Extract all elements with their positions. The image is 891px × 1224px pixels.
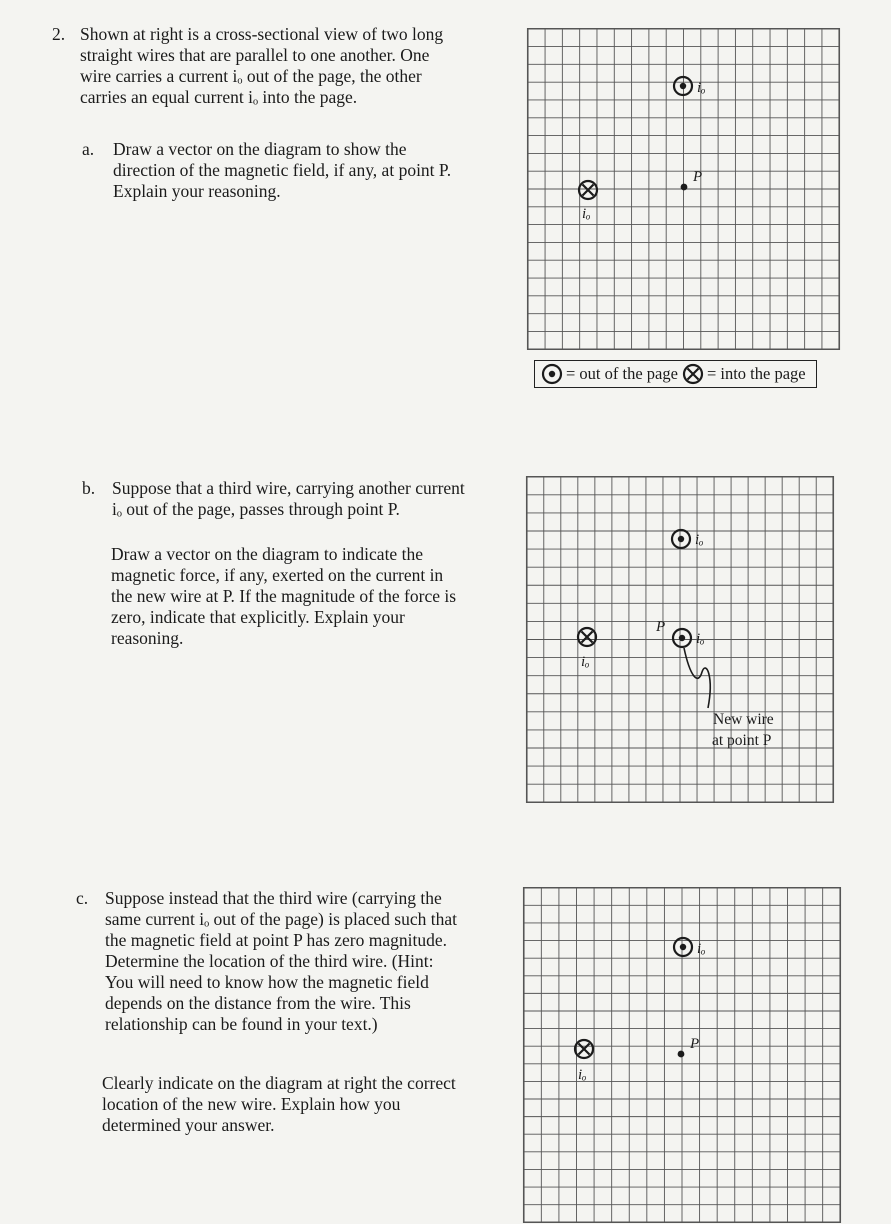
point-p-label: P <box>656 619 666 635</box>
new-wire-current-label: iₒ <box>696 631 705 647</box>
part-a-text: Draw a vector on the diagram to show the direction of the magnetic field, if any, at point P. Explain your reasoning. <box>113 139 452 201</box>
current-label-out: iₒ <box>697 941 706 957</box>
out-of-page-icon <box>541 363 563 385</box>
new-wire-label-1: New wire <box>713 711 774 728</box>
part-c-text-2: Clearly indicate on the diagram at right the correct location of the new wire. Explain how you determined your answer. <box>102 1073 456 1135</box>
wire-in-icon <box>579 181 597 199</box>
diagram-b <box>526 476 834 803</box>
legend-out-label: = out of the page <box>566 364 678 383</box>
new-wire-label-2: at point P <box>712 732 772 749</box>
wire-in-icon <box>575 1040 593 1058</box>
point-p-dot <box>678 1051 685 1058</box>
point-p-label: P <box>693 169 703 185</box>
point-p-label: P <box>690 1036 700 1052</box>
legend-in-label: = into the page <box>706 364 806 383</box>
current-label-out: iₒ <box>695 532 704 548</box>
into-page-icon <box>682 363 704 385</box>
current-label-out: iₒ <box>697 80 706 96</box>
problem-intro: Shown at right is a cross-sectional view of two long straight wires that are parallel to one another. One wire carries a current iₒ out of the page, the other carries an equal current iₒ into the page. <box>80 24 444 107</box>
part-c-text-1: Suppose instead that the third wire (carrying the same current iₒ out of the page) is placed such that the magnetic field at point P has zero magnitude. Determine the location of the third wire. (Hint: You will need to know how the magnetic field depends on the distance from the wire. This relationship can be found in your text.) <box>105 888 457 1034</box>
problem-number: 2. <box>52 24 66 44</box>
part-c-letter: c. <box>76 888 89 908</box>
diagram-a <box>527 28 840 350</box>
part-b-letter: b. <box>82 478 96 498</box>
new-wire-out-icon <box>673 629 691 647</box>
part-a-letter: a. <box>82 139 95 159</box>
current-label-in: iₒ <box>578 1067 587 1083</box>
wire-out-icon <box>672 530 690 548</box>
diagram-c <box>523 887 841 1223</box>
wire-in-icon <box>578 628 596 646</box>
current-label-in: iₒ <box>582 206 591 222</box>
wire-out-icon <box>674 77 692 95</box>
current-label-in: iₒ <box>581 654 590 670</box>
part-b-text-1: Suppose that a third wire, carrying another current iₒ out of the page, passes through point P. <box>112 478 465 519</box>
part-b-text-2: Draw a vector on the diagram to indicate the magnetic force, if any, exerted on the current in the new wire at P. If the magnitude of the force is zero, indicate that explicitly. Explain your reasoning. <box>111 544 457 648</box>
legend <box>534 360 817 388</box>
point-p-dot <box>681 184 688 191</box>
